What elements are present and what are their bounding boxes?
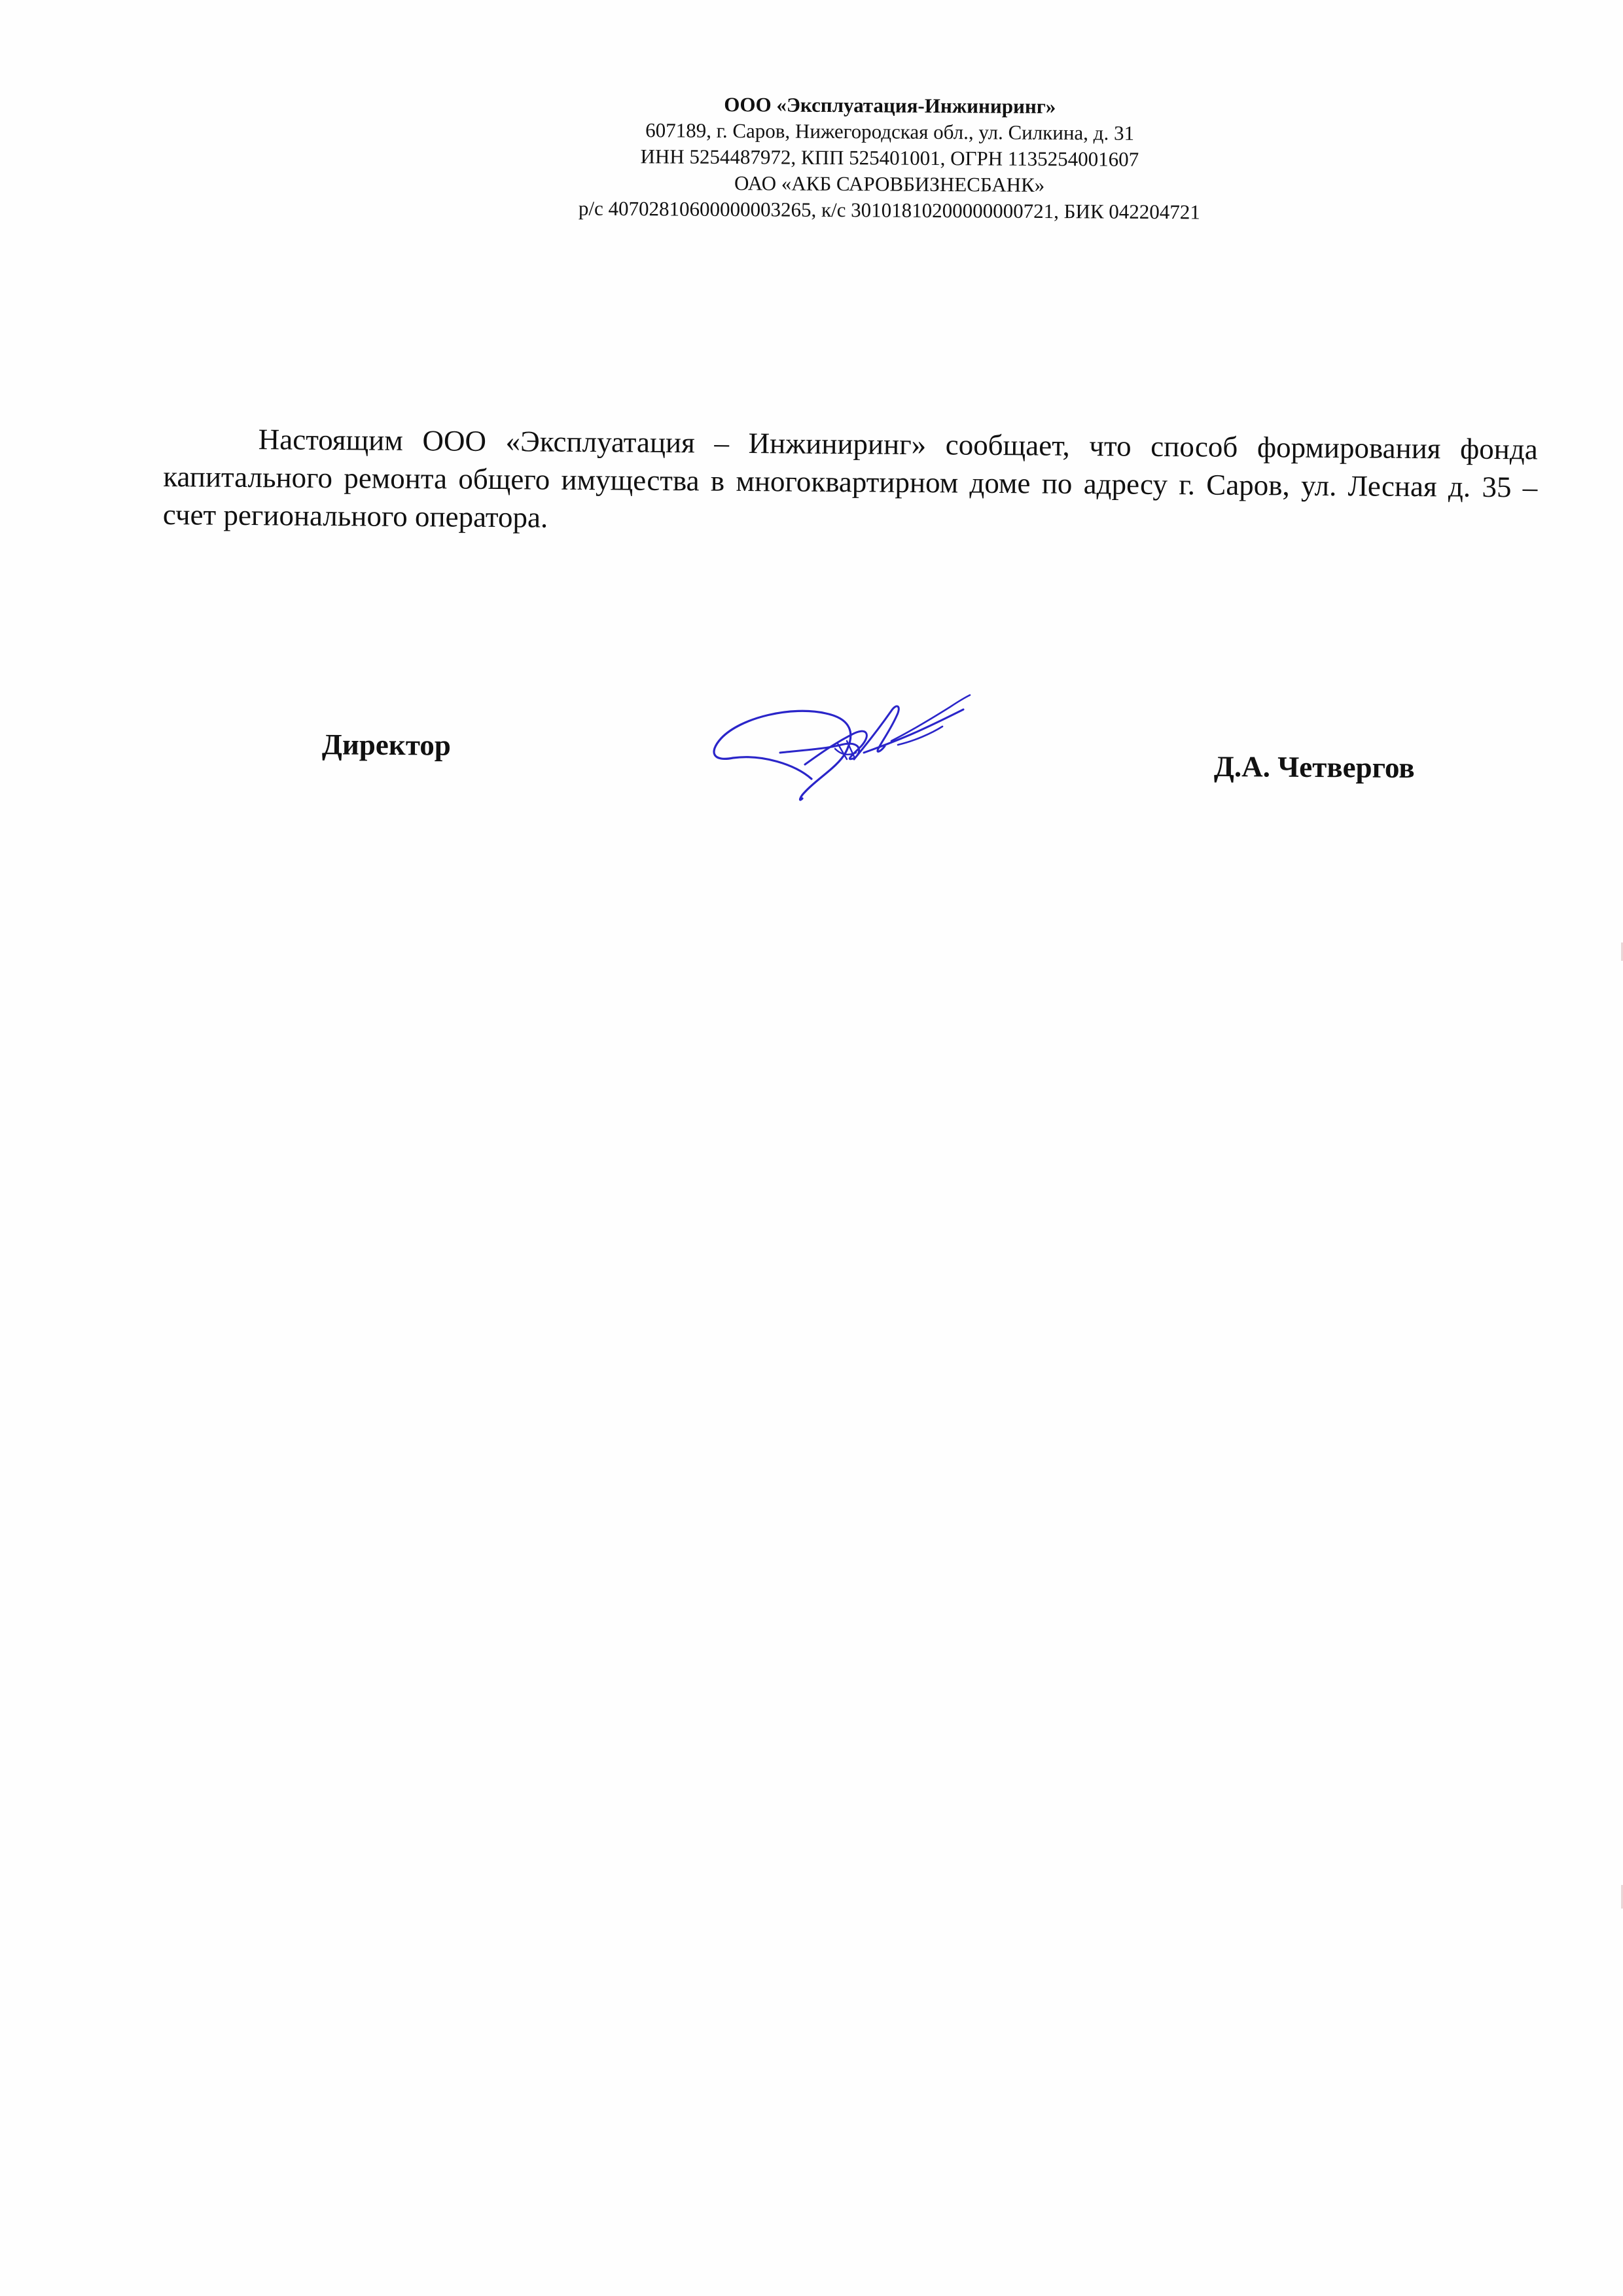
body-paragraph: Настоящим ООО «Эксплуатация – Инжиниринг» сообщает, что способ формирования фонда капитального ремонта общего имущества в многоквартирном доме по адресу г. Саров, ул. Лесная д. 35 – счет регионального оператора.	[162, 423, 1538, 534]
signatory-name: Д.А. Четвергов	[1213, 749, 1415, 785]
signatory-position: Директор	[321, 728, 452, 762]
handwritten-signature	[707, 681, 995, 805]
company-accounts: р/с 40702810600000003265, к/с 30101810200000000721, БИК 042204721	[578, 196, 1200, 224]
company-address: 607189, г. Саров, Нижегородская обл., ул. Силкина, д. 31	[645, 118, 1135, 145]
letterhead	[510, 90, 1270, 226]
company-registration: ИНН 5254487972, КПП 525401001, ОГРН 1135254001607	[640, 145, 1139, 171]
company-name: ООО «Эксплуатация-Инжиниринг»	[724, 92, 1056, 118]
company-bank: ОАО «АКБ САРОВБИЗНЕСБАНК»	[734, 171, 1045, 196]
